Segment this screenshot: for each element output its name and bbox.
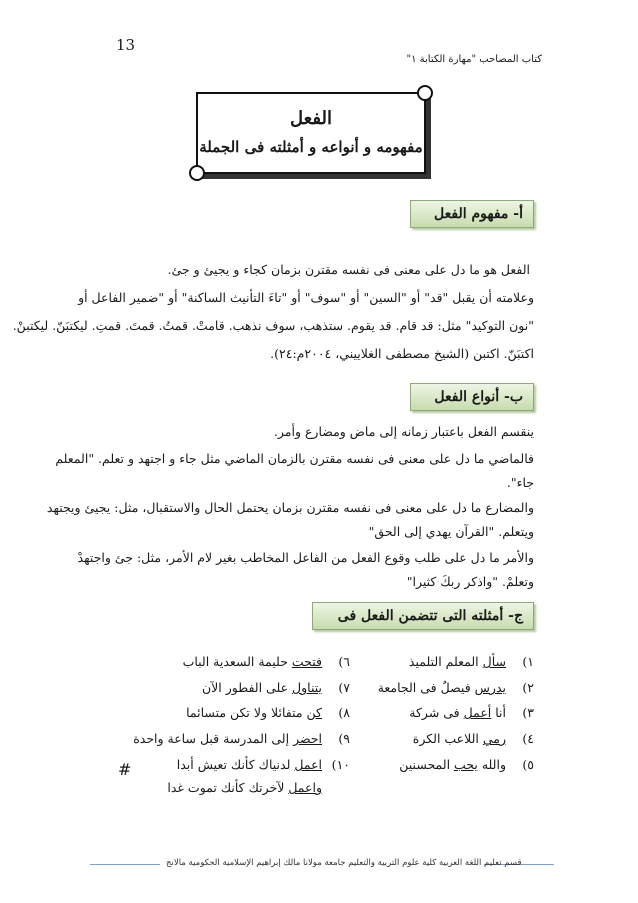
section-a-heading: أ- مفهوم الفعل — [410, 200, 534, 228]
page-subtitle: مفهومه و أنواعه و أمثلته فى الجملة — [199, 138, 423, 156]
example-item: ٢)يدرس فيصلٌ فى الجامعة — [377, 680, 534, 695]
example-item: ٩)احضر إلى المدرسة قبل ساعة واحدة — [133, 731, 350, 746]
example-item: ٣)أنا أعمل فى شركة — [409, 705, 534, 720]
section-b-line: ويتعلم. "القرآن يهدي إلى الحق" — [368, 524, 534, 539]
section-b-line: ينقسم الفعل باعتبار زمانه إلى ماض ومضارع وأمر. — [273, 424, 534, 439]
section-a-line: "نون التوكيد" مثل: قد قام. قد يقوم. ستذهب، سوف نذهب. قامتْ. قمتُ. قمتَ. قمتِ. ليكتبَنّ. ليكتبنْ. — [12, 318, 534, 333]
title-scroll-box — [196, 92, 426, 174]
example-item: ٦)فتحت حليمة السعدية الباب — [182, 654, 350, 669]
section-b-heading: ب- أنواع الفعل — [410, 383, 534, 411]
example-item: ١٠)اعمل لدنياك كأنك تعيش أبدا — [176, 757, 350, 772]
hash-mark: # — [118, 760, 132, 779]
section-b-line: وتعلمْ. "واذكر ربكَ كثيرا" — [406, 574, 534, 589]
section-b-line: والأمر ما دل على طلب وقوع الفعل من الفاعل المخاطب بغير لام الأمر، مثل: جئ واجتهدْ — [77, 550, 534, 565]
scroll-curl-icon — [417, 85, 433, 101]
example-item: واعمل لآخرتك كأنك تموت غدا — [167, 780, 322, 795]
page-number: 13 — [116, 36, 136, 54]
section-b-line: جاء". — [506, 475, 534, 490]
page-title: الفعل — [290, 108, 332, 129]
section-c-heading: ج- أمثلته التى تتضمن الفعل فى — [312, 602, 534, 630]
footer-text: قسم تعليم اللغة العربية كلية علوم التربية والتعليم جامعة مولانا مالك إبراهيم الإسلامية الحكومية مالانج — [166, 858, 522, 868]
example-item: ١)سأل المعلم التلميذ — [408, 654, 534, 669]
example-item: ٤)رمي اللاعب الكرة — [412, 731, 534, 746]
section-a-line: اكتبَنّ. اكتبن (الشيخ مصطفى الغلاييني، ٢٠٠٤م:٢٤). — [270, 346, 534, 361]
section-a-line: وعلامته أن يقبل "قد" أو "السين" أو "سوف" أو "تاءَ التأنيث الساكنة" أو "ضمير الفاعل أو — [78, 290, 534, 305]
example-item: ٨)كن متفائلا ولا تكن متسائما — [186, 705, 350, 720]
example-item: ٧)يتناول على الفطور الآن — [201, 680, 350, 695]
scroll-curl-icon — [189, 165, 205, 181]
footer-divider — [90, 864, 160, 865]
section-b-line: فالماضي ما دل على معنى فى نفسه مقترن بالزمان الماضي مثل جاء و اجتهد و تعلم. "المعلم — [55, 451, 534, 466]
section-a-line: الفعل هو ما دل على معنى فى نفسه مقترن بزمان كجاء و يجيئ و جئ. — [167, 262, 530, 277]
example-item: ٥)والله يحب المحسنين — [399, 757, 534, 772]
section-b-line: والمضارع ما دل على معنى فى نفسه مقترن بزمان يحتمل الحال والاستقبال، مثل: يجيئ ويجتهد — [46, 500, 534, 515]
book-title: كتاب المصاحب "مهارة الكتابة ١" — [406, 54, 542, 65]
